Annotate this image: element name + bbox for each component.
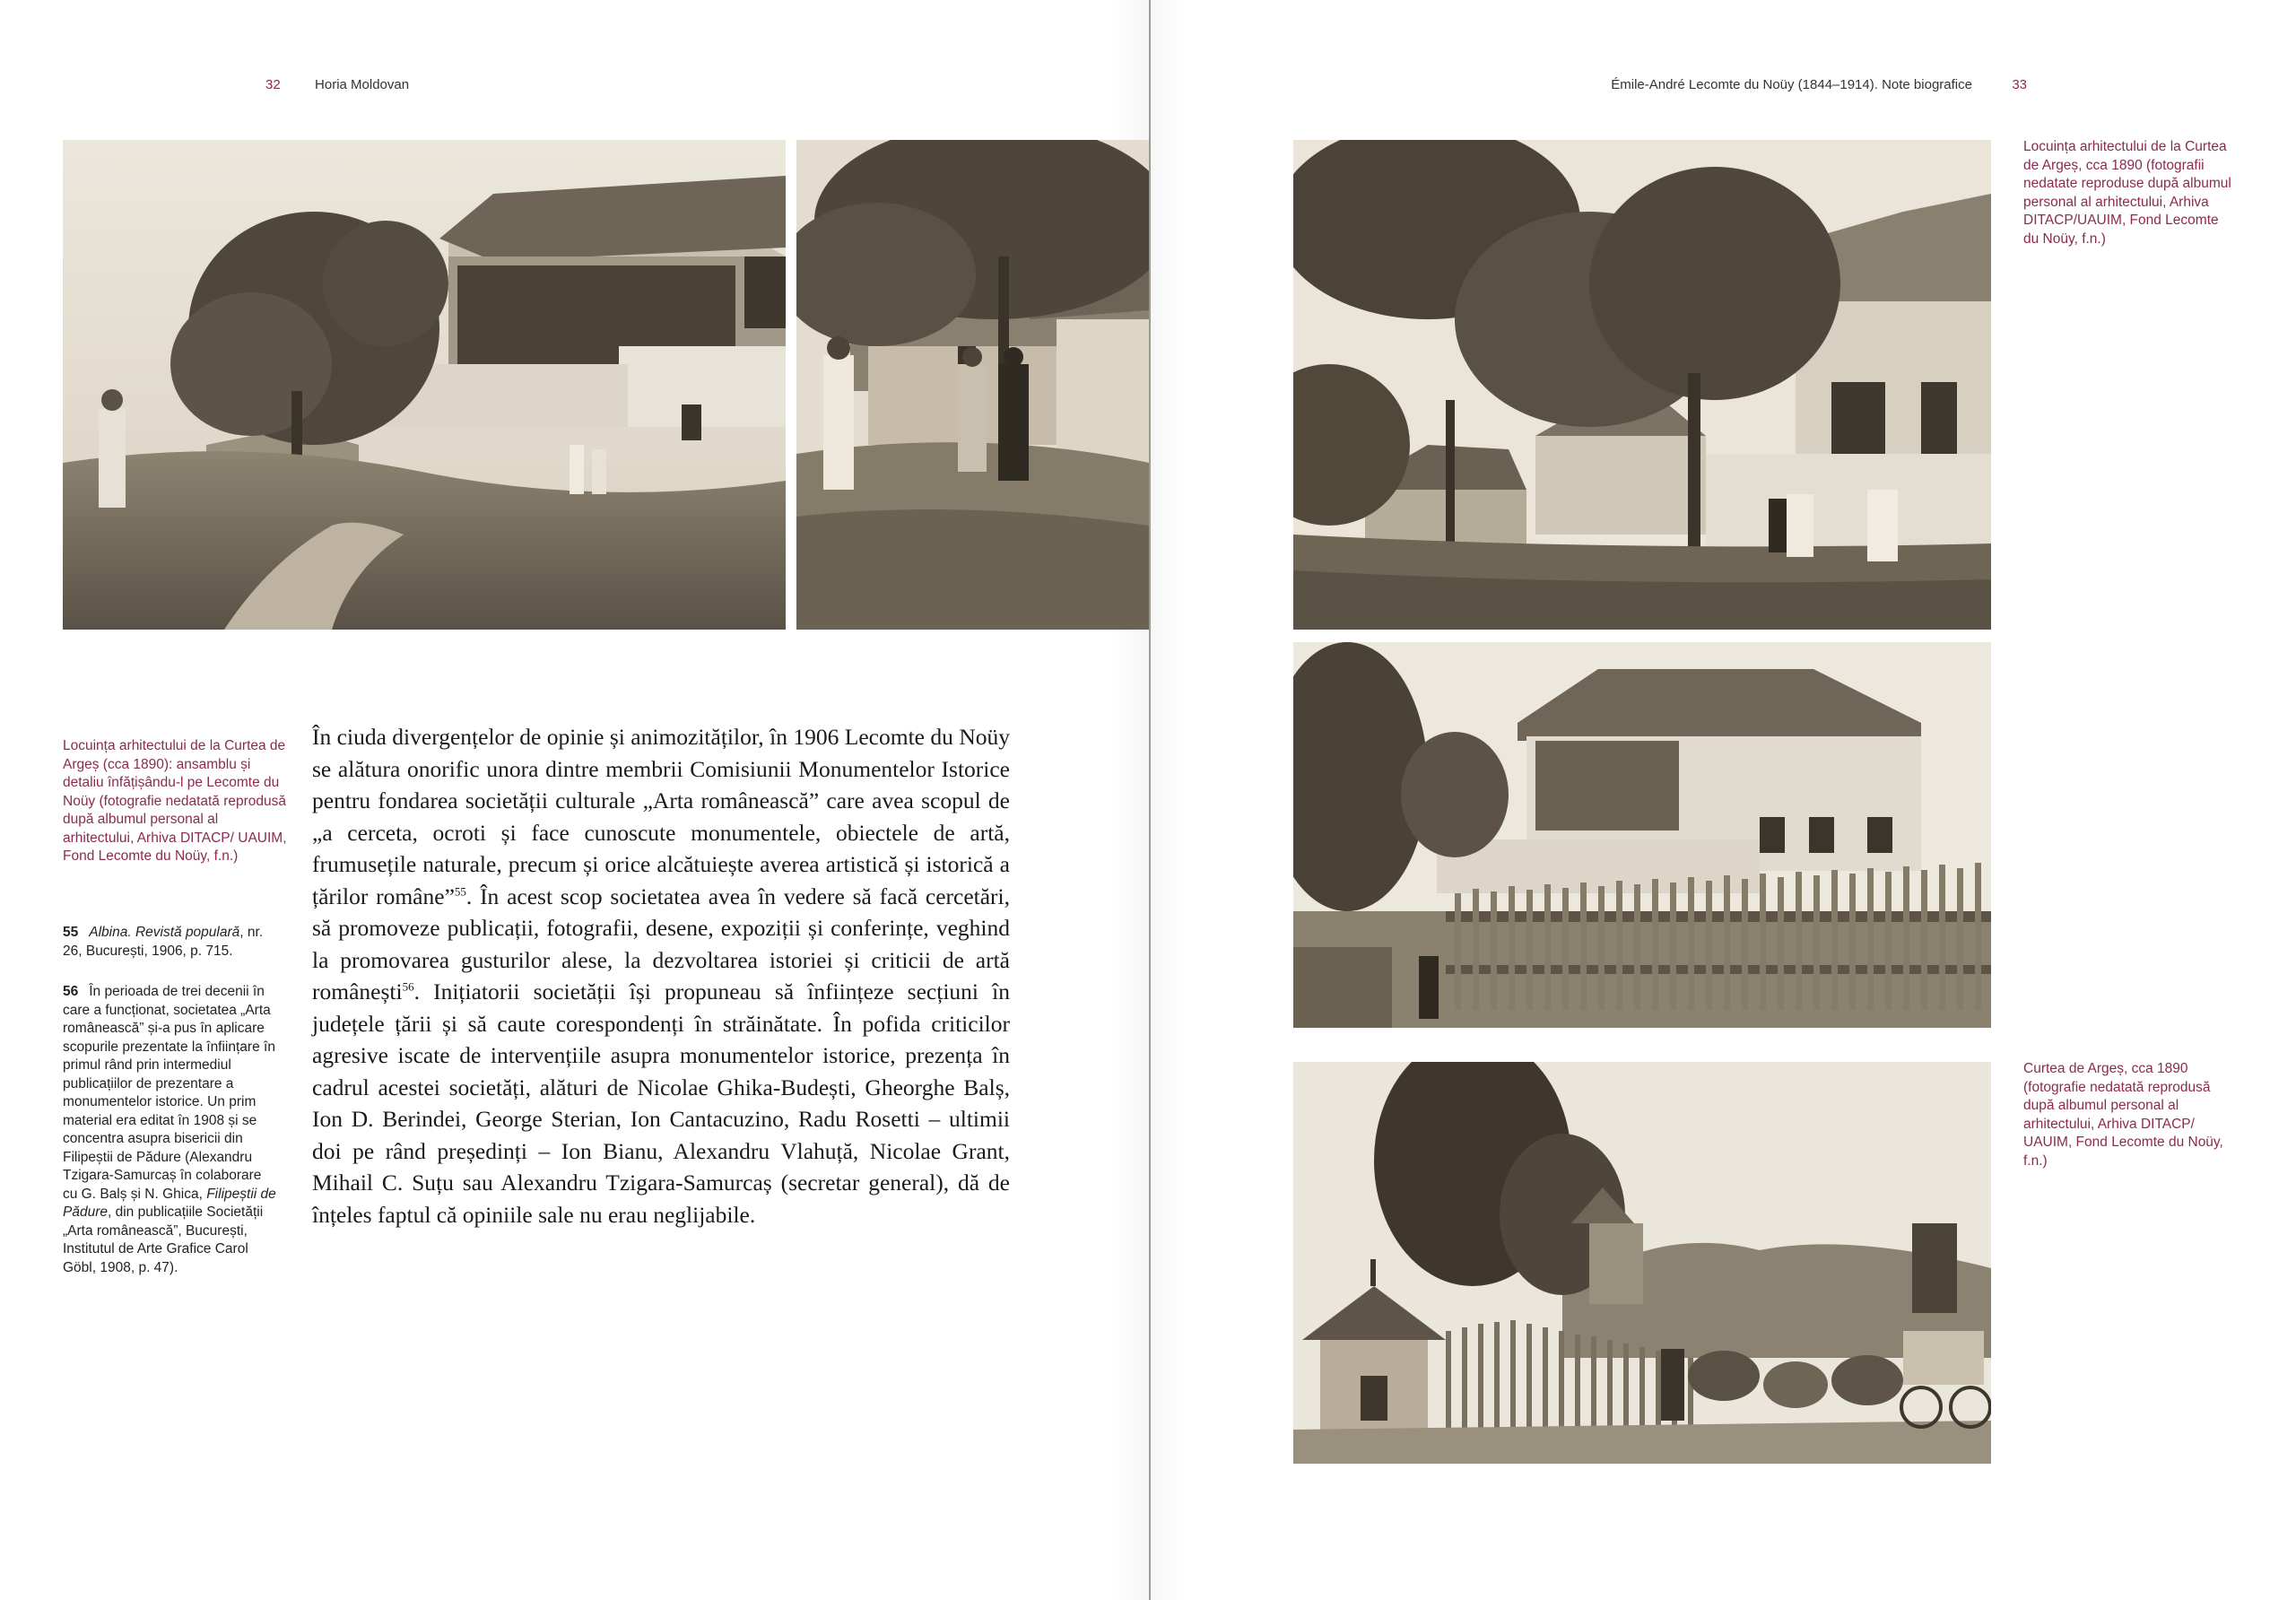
footnote-55 <box>63 924 278 961</box>
left-page-number: 32 <box>265 77 281 92</box>
footnote-56-text-after: , din publicațiile Societății „Arta românească”, București, Institutul de Arte Grafice Carol Göbl, 1908, p. 47). <box>63 1204 264 1275</box>
right-top-caption: Locuința arhitectului de la Curtea de Argeș, cca 1890 (fotografii nedatate reproduse după albumul personal al arhitectului, Arhiva DITACP/UAUIM, Fond Lecomte du Noüy, f.n.) <box>2023 139 2231 247</box>
footnote-55-title: Albina. Revistă populară <box>89 925 240 940</box>
footnote-ref-55[interactable]: 55 <box>454 884 466 898</box>
footnote-ref-56[interactable]: 56 <box>402 979 414 994</box>
body-part-3: . Inițiatorii societății își propuneau să înființeze secțiuni în județele țării și să caute corespondenți în străinătate. În pofida criticilor agresive iscate de intervențiile asupra monumentelor istorice, prezența în cadrul acestei societăți, alături de Nicolae Ghika-Budești, Gheorghe Balș, Ion D. Berindei, George Sterian, Ion Cantacuzino, Radu Rosetti – ultimii doi pe rând președinți – Ion Bianu, Alexandru Vlahuță, Nicolae Grant, Mihail C. Suțu sau Alexandru Tzigara-Samurcaș (secretar general), dă de înțeles faptul că opiniile sale nu erau neglijabile. <box>312 978 1010 1228</box>
footnote-56-number: 56 <box>63 984 79 999</box>
footnote-56-title: Filipeștii de Pădure <box>63 1186 276 1220</box>
left-running-title: Horia Moldovan <box>315 77 410 92</box>
main-body-text <box>312 721 1010 1230</box>
left-photo-caption: Locuința arhitectului de la Curtea de Argeș (cca 1890): ansamblu și detaliu înfățișându-l pe Lecomte du Noüy (fotografie nedatată reprodusă după albumul personal al arhitectului, Arhiva DITACP/ UAUIM, Fond Lecomte du Noüy, f.n.) <box>63 738 287 864</box>
right-running-title: Émile-André Lecomte du Noüy (1844–1914). Note biografice <box>1611 77 1972 92</box>
footnote-56 <box>63 983 278 1277</box>
photo-curtea-de-arges <box>1293 1062 1991 1464</box>
photo-house-detail <box>796 140 1149 630</box>
footnote-55-text: , nr. 26, București, 1906, p. 715. <box>63 925 264 959</box>
photo-house-fence <box>1293 642 1991 1028</box>
photo-house-ensemble <box>63 140 786 630</box>
body-part-1: În ciuda divergențelor de opinie și animozităților, în 1906 Lecomte du Noüy se alătura onorific unora dintre membrii Comisiunii Monumentelor Istorice pentru fondarea societății culturale „Arta românească” care avea scopul de „a cerceta, ocroti și face cunoscute monumentele, obiectele de artă, frumusețile naturale, precum și orice alcătuiește averea artistică și istorică a țărilor române” <box>312 724 1010 909</box>
footnote-55-number: 55 <box>63 925 79 940</box>
photo-house-garden <box>1293 140 1991 630</box>
footnote-56-text: În perioada de trei decenii în care a funcționat, societatea „Arta românească” și-a pus în aplicare scopurile prezentate la înființare în primul rând prin intermediul publicațiilor de prezentare a monumentelor istorice. Un prim material era editat în 1908 și se concentra asupra bisericii din Filipeștii de Pădure (Alexandru Tzigara-Samurcaș în colaborare cu G. Balș și N. Ghica, <box>63 984 275 1202</box>
page-gutter <box>1149 0 1151 1600</box>
right-bottom-caption: Curtea de Argeș, cca 1890 (fotografie nedatată reprodusă după albumul personal al arhitectului, Arhiva DITACP/ UAUIM, Fond Lecomte du Noüy, f.n.) <box>2023 1061 2223 1169</box>
right-page-number: 33 <box>2012 77 2027 92</box>
right-running-head <box>1611 77 2027 92</box>
left-running-head <box>265 77 409 92</box>
body-part-2: . În acest scop societatea avea în vedere să facă cercetări, să promoveze publicații, fotografii, desene, expoziții și conferințe, veghind la promovarea gusturilor alese, la dezvoltarea istoriei și criticii de artă românești <box>312 883 1010 1004</box>
